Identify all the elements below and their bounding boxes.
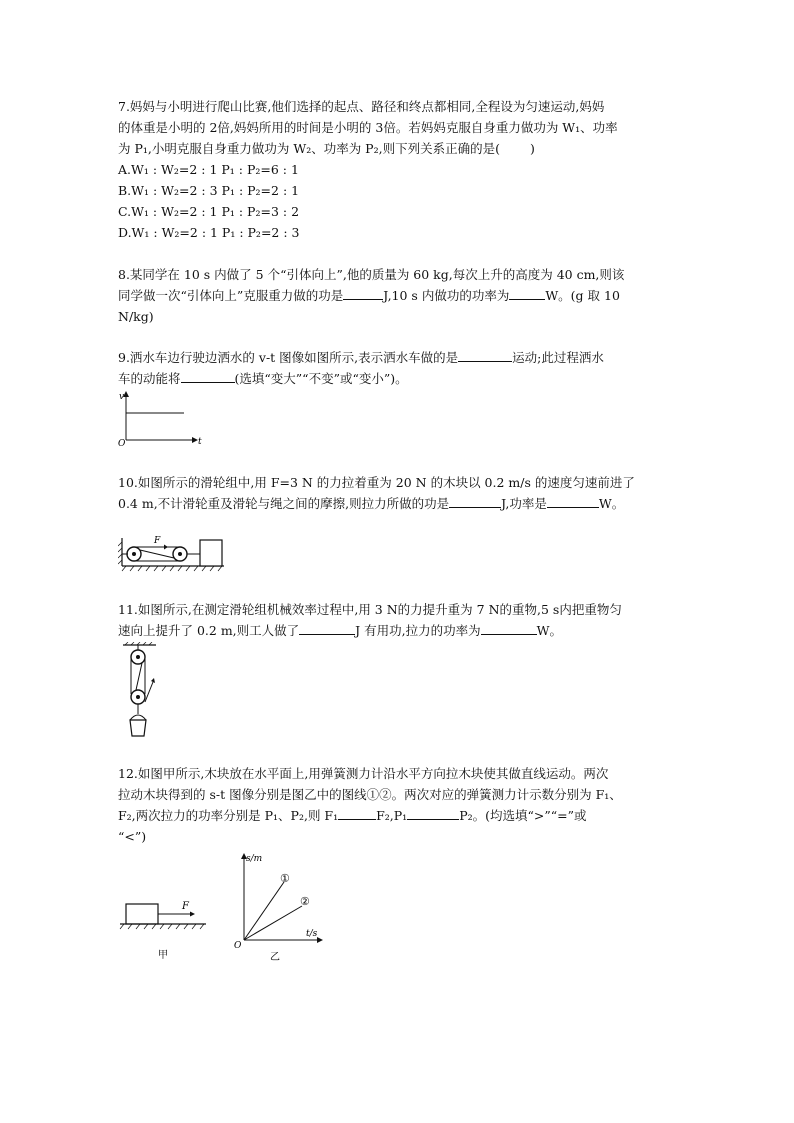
q9-origin-label: O [118,439,126,448]
q9-x-label: t [198,437,202,447]
q11-rope-middle [136,663,142,690]
question-8 [118,264,678,327]
q8-line-1: 8.某同学在 10 s 内做了 5 个“引体向上”,他的质量为 60 kg,每次上升的高度为 40 cm,则该 [118,267,625,282]
q12-caption-b: 乙 [270,952,280,963]
q12-text-c: P₂。(均选填“>”“=”或 [459,808,587,823]
q10-moving-pulley [173,547,187,561]
q7-option-b[interactable]: B.W₁ : W₂=2 : 3 P₁ : P₂=2 : 1 [118,183,300,198]
q10-rope-diagonal [140,550,174,558]
q10-blank-work[interactable] [449,493,501,508]
q8-blank-power[interactable] [509,285,545,300]
q11-text-c: W。 [536,623,562,638]
q8-text-c: W。(g 取 10 [545,288,620,303]
q12-line-3 [118,805,678,826]
q10-fixed-pulley [127,547,141,561]
q12-graph-line-2 [244,906,302,940]
q7-line-3 [118,138,678,159]
q10-ground [122,566,224,571]
q8-text-a: 同学做一次“引体向上”克服重力做的功是 [118,288,344,303]
q9-blank-motion[interactable] [458,347,512,362]
q12-origin-label: O [234,941,242,951]
q9-line-1 [118,347,678,368]
q12-graph-line-1 [244,882,284,940]
q9-blank-energy[interactable] [181,368,235,383]
q12-line-2: 拉动木块得到的 s-t 图像分别是图乙中的图线①②。两次对应的弹簧测力计示数分别为 F₁、 [118,787,622,802]
q12-force-label: F [182,901,189,912]
question-7 [118,96,678,243]
q10-blank-power[interactable] [547,493,599,508]
q9-text-c: 车的动能将 [118,371,181,386]
q9-y-label: v [119,392,125,402]
q11-pulley-figure [120,642,160,740]
q9-vt-graph [112,388,212,448]
q11-line-2 [118,620,678,641]
q8-line-3: N/kg) [118,309,154,324]
q12-blank-force[interactable] [338,805,376,820]
q11-fixed-pulley [131,650,145,664]
question-10 [118,472,678,514]
q10-pulley-figure [118,530,230,578]
q7-close-paren: ) [529,141,535,156]
q12-figure-a [118,892,212,962]
q12-text-b: F₂,P₁ [376,808,408,823]
q8-line-2 [118,285,678,306]
q12-line-1-label: ① [280,872,290,885]
q8-text-b: J,10 s 内做功的功率为 [383,288,510,303]
q12-line-1: 12.如图甲所示,木块放在水平面上,用弹簧测力计沿水平方向拉木块使其做直线运动。两次 [118,766,609,781]
q10-text-c: W。 [598,496,625,511]
q7-line-1: 7.妈妈与小明进行爬山比赛,他们选择的起点、路径和终点都相同,全程设为匀速运动,妈妈 [118,99,605,114]
q10-wall [118,538,122,566]
q11-bucket [130,720,146,736]
q12-caption-a: 甲 [158,950,168,961]
q10-text-a: 0.4 m,不计滑轮重及滑轮与绳之间的摩擦,则拉力所做的功是 [118,496,450,511]
q10-block [200,540,222,566]
q10-force-label: F [154,536,161,546]
q9-text-a: 9.洒水车边行驶边洒水的 v-t 图像如图所示,表示洒水车做的是 [118,350,459,365]
q12-text-a: F₂,两次拉力的功率分别是 P₁、P₂,则 F₁ [118,808,339,823]
q9-line-2 [118,368,678,389]
question-12 [118,763,678,847]
q9-text-d: (选填“变大”“不变”或“变小”)。 [234,371,408,386]
q8-blank-work[interactable] [343,285,383,300]
q9-text-b: 运动;此过程洒水 [512,350,604,365]
q7-option-d[interactable]: D.W₁ : W₂=2 : 1 P₁ : P₂=2 : 3 [118,225,300,240]
question-9 [118,347,678,389]
q11-ceiling [123,642,156,645]
q10-line-2 [118,493,678,514]
q12-figure-b [232,848,328,964]
q10-line-1: 10.如图所示的滑轮组中,用 F=3 N 的力拉着重为 20 N 的木块以 0.2 m/s 的速度匀速前进了 [118,475,635,490]
q12-y-label: s/m [246,854,263,864]
q10-text-b: J,功率是 [501,496,547,511]
q12-x-label: t/s [306,929,318,939]
q11-moving-pulley [131,690,145,704]
q7-stem-end: 为 P₁,小明克服自身重力做功为 W₂、功率为 P₂,则下列关系正确的是( [118,141,500,156]
q12-line-2-label: ② [300,895,310,908]
q12-blank-power[interactable] [407,805,459,820]
q11-text-a: 速向上提升了 0.2 m,则工人做了 [118,623,300,638]
q7-line-2: 的体重是小明的 2倍,妈妈所用的时间是小明的 3倍。若妈妈克服自身重力做功为 W₁、功率 [118,120,618,135]
q11-pull-arrow [145,682,153,702]
q12-line-4: “<”) [118,829,147,844]
q7-option-c[interactable]: C.W₁ : W₂=2 : 1 P₁ : P₂=3 : 2 [118,204,300,219]
q11-line-1: 11.如图所示,在测定滑轮组机械效率过程中,用 3 N的力提升重为 7 N的重物,5 s内把重物匀 [118,602,622,617]
q12-ground [120,924,206,929]
q7-option-a[interactable]: A.W₁ : W₂=2 : 1 P₁ : P₂=6 : 1 [118,162,299,177]
q11-blank-useful-work[interactable] [299,620,355,635]
question-11 [118,599,678,641]
q12-block [126,904,158,924]
q11-blank-power[interactable] [481,620,537,635]
q11-text-b: J 有用功,拉力的功率为 [355,623,481,638]
